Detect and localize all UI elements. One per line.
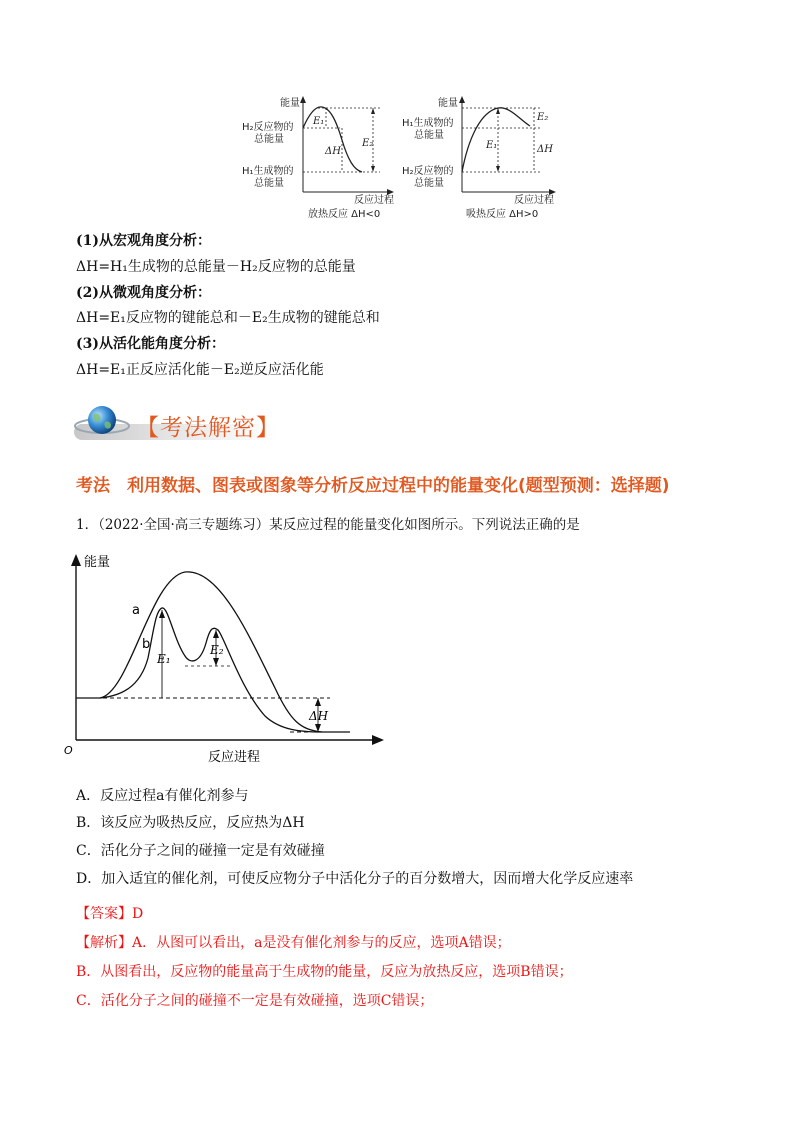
globe-icon: [88, 406, 116, 434]
activation-analysis-title: (3)从活化能角度分析：: [76, 336, 225, 352]
fig2-h1-label-2: 总能量: [414, 130, 444, 141]
fig2-y-label: 能量: [438, 98, 458, 109]
macro-analysis-title: (1)从宏观角度分析：: [76, 233, 211, 249]
qfig-origin: O: [64, 744, 73, 757]
option-a: A．反应过程a有催化剂参与: [76, 788, 249, 804]
explanation-line-3: C．活化分子之间的碰撞不一定是有效碰撞，选项C错误；: [76, 993, 434, 1009]
fig2-h2-label-1: H₂反应物的: [402, 166, 454, 177]
option-b: B．该反应为吸热反应，反应热为ΔH: [76, 815, 305, 831]
macro-analysis-formula: ΔH=H₁生成物的总能量－H₂反应物的总能量: [76, 259, 356, 275]
energy-diagrams-top: [230, 90, 570, 222]
qfig-x-label: 反应进程: [208, 750, 261, 765]
endothermic-diagram: [402, 96, 556, 220]
fig2-e1-label: E₁: [486, 140, 498, 151]
fig1-x-label: 反应过程: [354, 195, 394, 206]
qfig-curve-b-label: b: [142, 637, 151, 652]
activation-analysis-formula: ΔH=E₁正反应活化能－E₂逆反应活化能: [76, 362, 324, 378]
explanation-line-2: B．从图看出，反应物的能量高于生成物的能量，反应为放热反应，选项B错误；: [76, 964, 573, 980]
section-banner-title: 【考法解密】: [136, 415, 280, 441]
question-energy-diagram: [60, 548, 390, 768]
qfig-curve-a-label: a: [132, 603, 140, 618]
fig1-h1-label-1: H₁生成物的: [242, 166, 294, 177]
qfig-e2-label: E₂: [210, 643, 224, 657]
qfig-y-label: 能量: [84, 555, 111, 570]
qfig-e1-label: E₁: [157, 652, 171, 666]
explanation-line-1: 【解析】A．从图可以看出，a是没有催化剂参与的反应，选项A错误；: [76, 935, 511, 951]
fig2-h1-label-1: H₁生成物的: [402, 118, 454, 129]
fig2-dh-label: ΔH: [537, 144, 553, 155]
fig2-caption: 吸热反应 ΔH>0: [466, 209, 539, 220]
fig2-e2-label: E₂: [537, 112, 549, 123]
method-heading: 考法 利用数据、图表或图象等分析反应过程中的能量变化(题型预测：选择题): [76, 476, 670, 496]
fig1-caption: 放热反应 ΔH<0: [308, 209, 381, 220]
answer-line: [76, 905, 143, 923]
fig1-h1-label-2: 总能量: [254, 178, 284, 189]
option-d: D．加入适宜的催化剂，可使反应物分子中活化分子的百分数增大，因而增大化学反应速率: [76, 871, 634, 887]
fig1-dh-label: ΔH: [325, 146, 341, 157]
option-c: C．活化分子之间的碰撞一定是有效碰撞: [76, 843, 325, 859]
micro-analysis-formula: ΔH=E₁反应物的键能总和－E₂生成物的键能总和: [76, 310, 380, 326]
fig1-h2-label-1: H₂反应物的: [242, 122, 294, 133]
fig1-e2-label: E₂: [362, 138, 374, 149]
question-stem: 1．（2022·全国·高三专题练习）某反应过程的能量变化如图所示。下列说法正确的是: [76, 517, 580, 533]
answer-value: D: [132, 906, 144, 922]
fig2-h2-label-2: 总能量: [414, 178, 444, 189]
fig1-e1-label: E₁: [313, 116, 325, 127]
answer-label: 【答案】: [76, 906, 132, 922]
fig1-h2-label-2: 总能量: [254, 134, 284, 145]
fig1-y-label: 能量: [280, 98, 300, 109]
micro-analysis-title: (2)从微观角度分析：: [76, 285, 211, 301]
qfig-dh-label: ΔH: [309, 709, 329, 723]
exothermic-diagram: [242, 96, 394, 220]
fig2-x-label: 反应过程: [514, 195, 554, 206]
